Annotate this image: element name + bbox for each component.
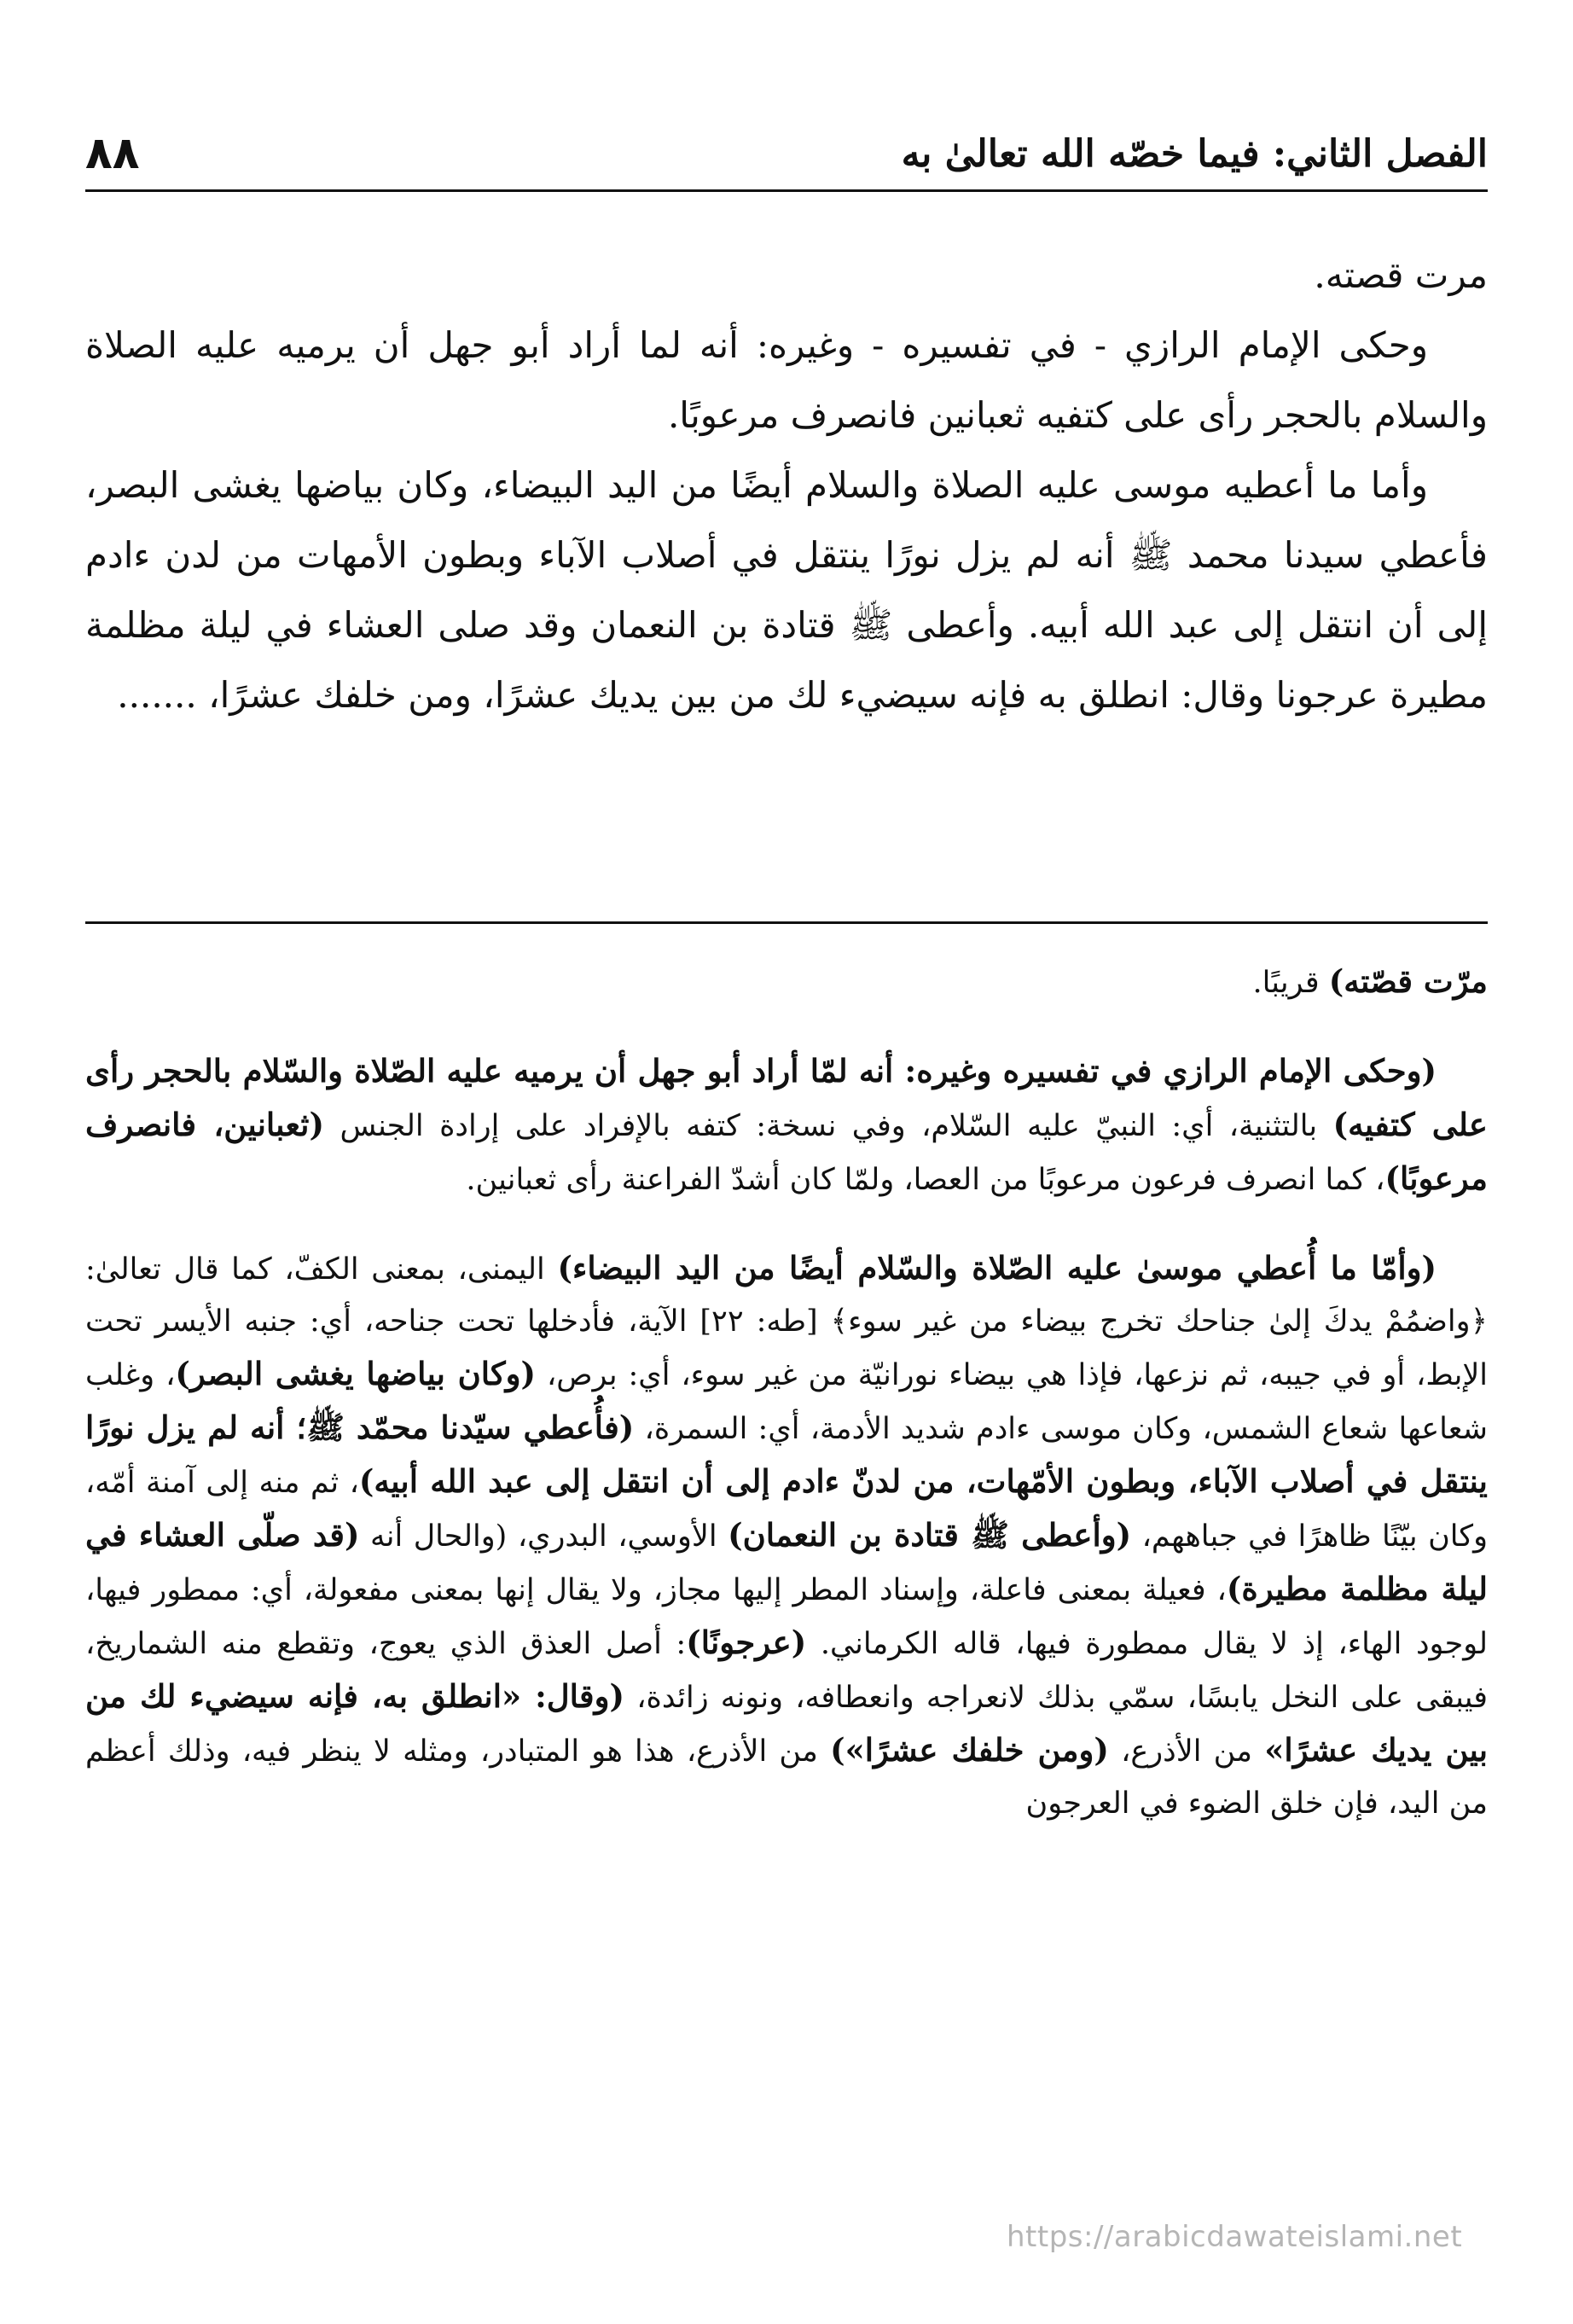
matn-paragraph: مرت قصته. bbox=[1314, 254, 1488, 296]
commentary-paragraph bbox=[85, 956, 1488, 1009]
commentary-span: الأوسي، البدري، (والحال أنه bbox=[359, 1519, 728, 1554]
chapter-title: الفصل الثاني: فيما خصّه الله تعالىٰ به bbox=[901, 131, 1488, 176]
commentary-span: ، ثم منه إلى آمنة أمّه، وكان بيّنًا ظاهرًا في جباههم، bbox=[85, 1466, 1488, 1554]
header-rule bbox=[85, 189, 1488, 192]
main-text bbox=[85, 241, 1488, 730]
page-number: ٨٨ bbox=[85, 128, 140, 179]
commentary-bold-span: مرّت قصّته) bbox=[1328, 962, 1488, 1000]
commentary-bold-span: (ومن خلفك عشرًا») bbox=[830, 1731, 1109, 1769]
commentary-span: : أصل العذق الذي يعوج، وتقطع منه الشماريخ، فيبقى على النخل يابسًا، سمّي بذلك لانعراجه وانعطافه، ونونه زائدة، bbox=[85, 1627, 1488, 1715]
commentary-paragraph bbox=[85, 1045, 1488, 1206]
commentary-bold-span: (وحكى الإمام الرازي في تفسيره وغيره: أنه لمّا أراد أبو جهل أن يرميه عليه الصّلاة والسّلام بالحجر رأى على كتفيه) bbox=[85, 1052, 1488, 1143]
commentary-text bbox=[85, 956, 1488, 1830]
commentary-span: قريبًا. bbox=[1252, 966, 1329, 1000]
commentary-span: من الأذرع، هذا هو المتبادر، ومثله لا ينظر فيه، وذلك أعظم من اليد، فإن خلق الضوء في العرجون bbox=[85, 1734, 1488, 1821]
commentary-span: بالتثنية، أي: النبيّ عليه السّلام، وفي نسخة: كتفه بالإفراد على إرادة الجنس bbox=[324, 1109, 1333, 1143]
commentary-span: ، فعيلة بمعنى فاعلة، وإسناد المطر إليها مجاز، ولا يقال إنها بمعنى مفعولة، أي: ممطور فيها، لوجود الهاء، إذ لا يقال ممطورة فيها، قاله الكرماني. bbox=[85, 1573, 1488, 1661]
page-header bbox=[85, 119, 1488, 188]
footnote-divider bbox=[85, 921, 1488, 924]
commentary-paragraph bbox=[85, 1242, 1488, 1830]
matn-paragraph: وأما ما أعطيه موسى عليه الصلاة والسلام أيضًا من اليد البيضاء، وكان بياضها يغشى البصر، فأعطي سيدنا محمد ﷺ أنه لم يزل نورًا ينتقل في أصلاب الآباء وبطون الأمهات من لدن ءادم إلى أن انتقل إلى عبد الله أبيه. وأعطى ﷺ قتادة بن النعمان وقد صلى العشاء في ليلة مظلمة مطيرة عرجونا وقال: انطلق به فإنه سيضيء لك من بين يديك عشرًا، ومن خلفك عشرًا، ....... bbox=[85, 464, 1488, 716]
matn-paragraph: وحكى الإمام الرازي - في تفسيره - وغيره: أنه لما أراد أبو جهل أن يرميه عليه الصلاة والسلام بالحجر رأى على كتفيه ثعبانين فانصرف مرعوبًا. bbox=[85, 324, 1488, 436]
commentary-bold-span: (وكان بياضها يغشى البصر) bbox=[175, 1355, 537, 1392]
commentary-bold-span: (وقال: «انطلق به، فإنه سيضيء لك من بين يديك عشرًا» bbox=[85, 1677, 1489, 1769]
commentary-span: من الأذرع، bbox=[1108, 1734, 1265, 1769]
commentary-bold-span: (فأُعطي سيّدنا محمّد ﷺ؛ أنه لم يزل نورًا ينتقل في أصلاب الآباء، وبطون الأمّهات، من لدنّ ءادم إلى أن انتقل إلى عبد الله أبيه) bbox=[85, 1409, 1488, 1500]
commentary-bold-span: (عرجونًا) bbox=[686, 1624, 807, 1661]
commentary-bold-span: (وأعطى ﷺ قتادة بن النعمان) bbox=[728, 1516, 1132, 1554]
commentary-span: اليمنى، بمعنى الكفّ، كما قال تعالىٰ: ﴿واضمُمْ يدكَ إلىٰ جناحك تخرج بيضاء من غير سوء﴾ [طه: ٢٢] الآية، فأدخلها تحت جناحه، أي: جنبه الأيسر تحت الإبط، أو في جيبه، ثم نزعها، فإذا هي بيضاء نورانيّة من غير سوء، أي: برص، bbox=[85, 1252, 1489, 1392]
commentary-bold-span: (ثعبانين، فانصرف مرعوبًا) bbox=[85, 1106, 1488, 1197]
commentary-span: ، كما انصرف فرعون مرعوبًا من العصا، ولمّا كان أشدّ الفراعنة رأى ثعبانين. bbox=[466, 1163, 1385, 1197]
commentary-bold-span: (قد صلّى العشاء في ليلة مظلمة مطيرة) bbox=[85, 1516, 1489, 1607]
commentary-span: ، وغلب شعاعها شعاع الشمس، وكان موسى ءادم شديد الأدمة، أي: السمرة، bbox=[85, 1358, 1488, 1446]
watermark-url: https://arabicdawateislami.net bbox=[1007, 2220, 1463, 2254]
commentary-bold-span: (وأمّا ما أُعطي موسىٰ عليه الصّلاة والسّلام أيضًا من اليد البيضاء) bbox=[557, 1249, 1437, 1287]
